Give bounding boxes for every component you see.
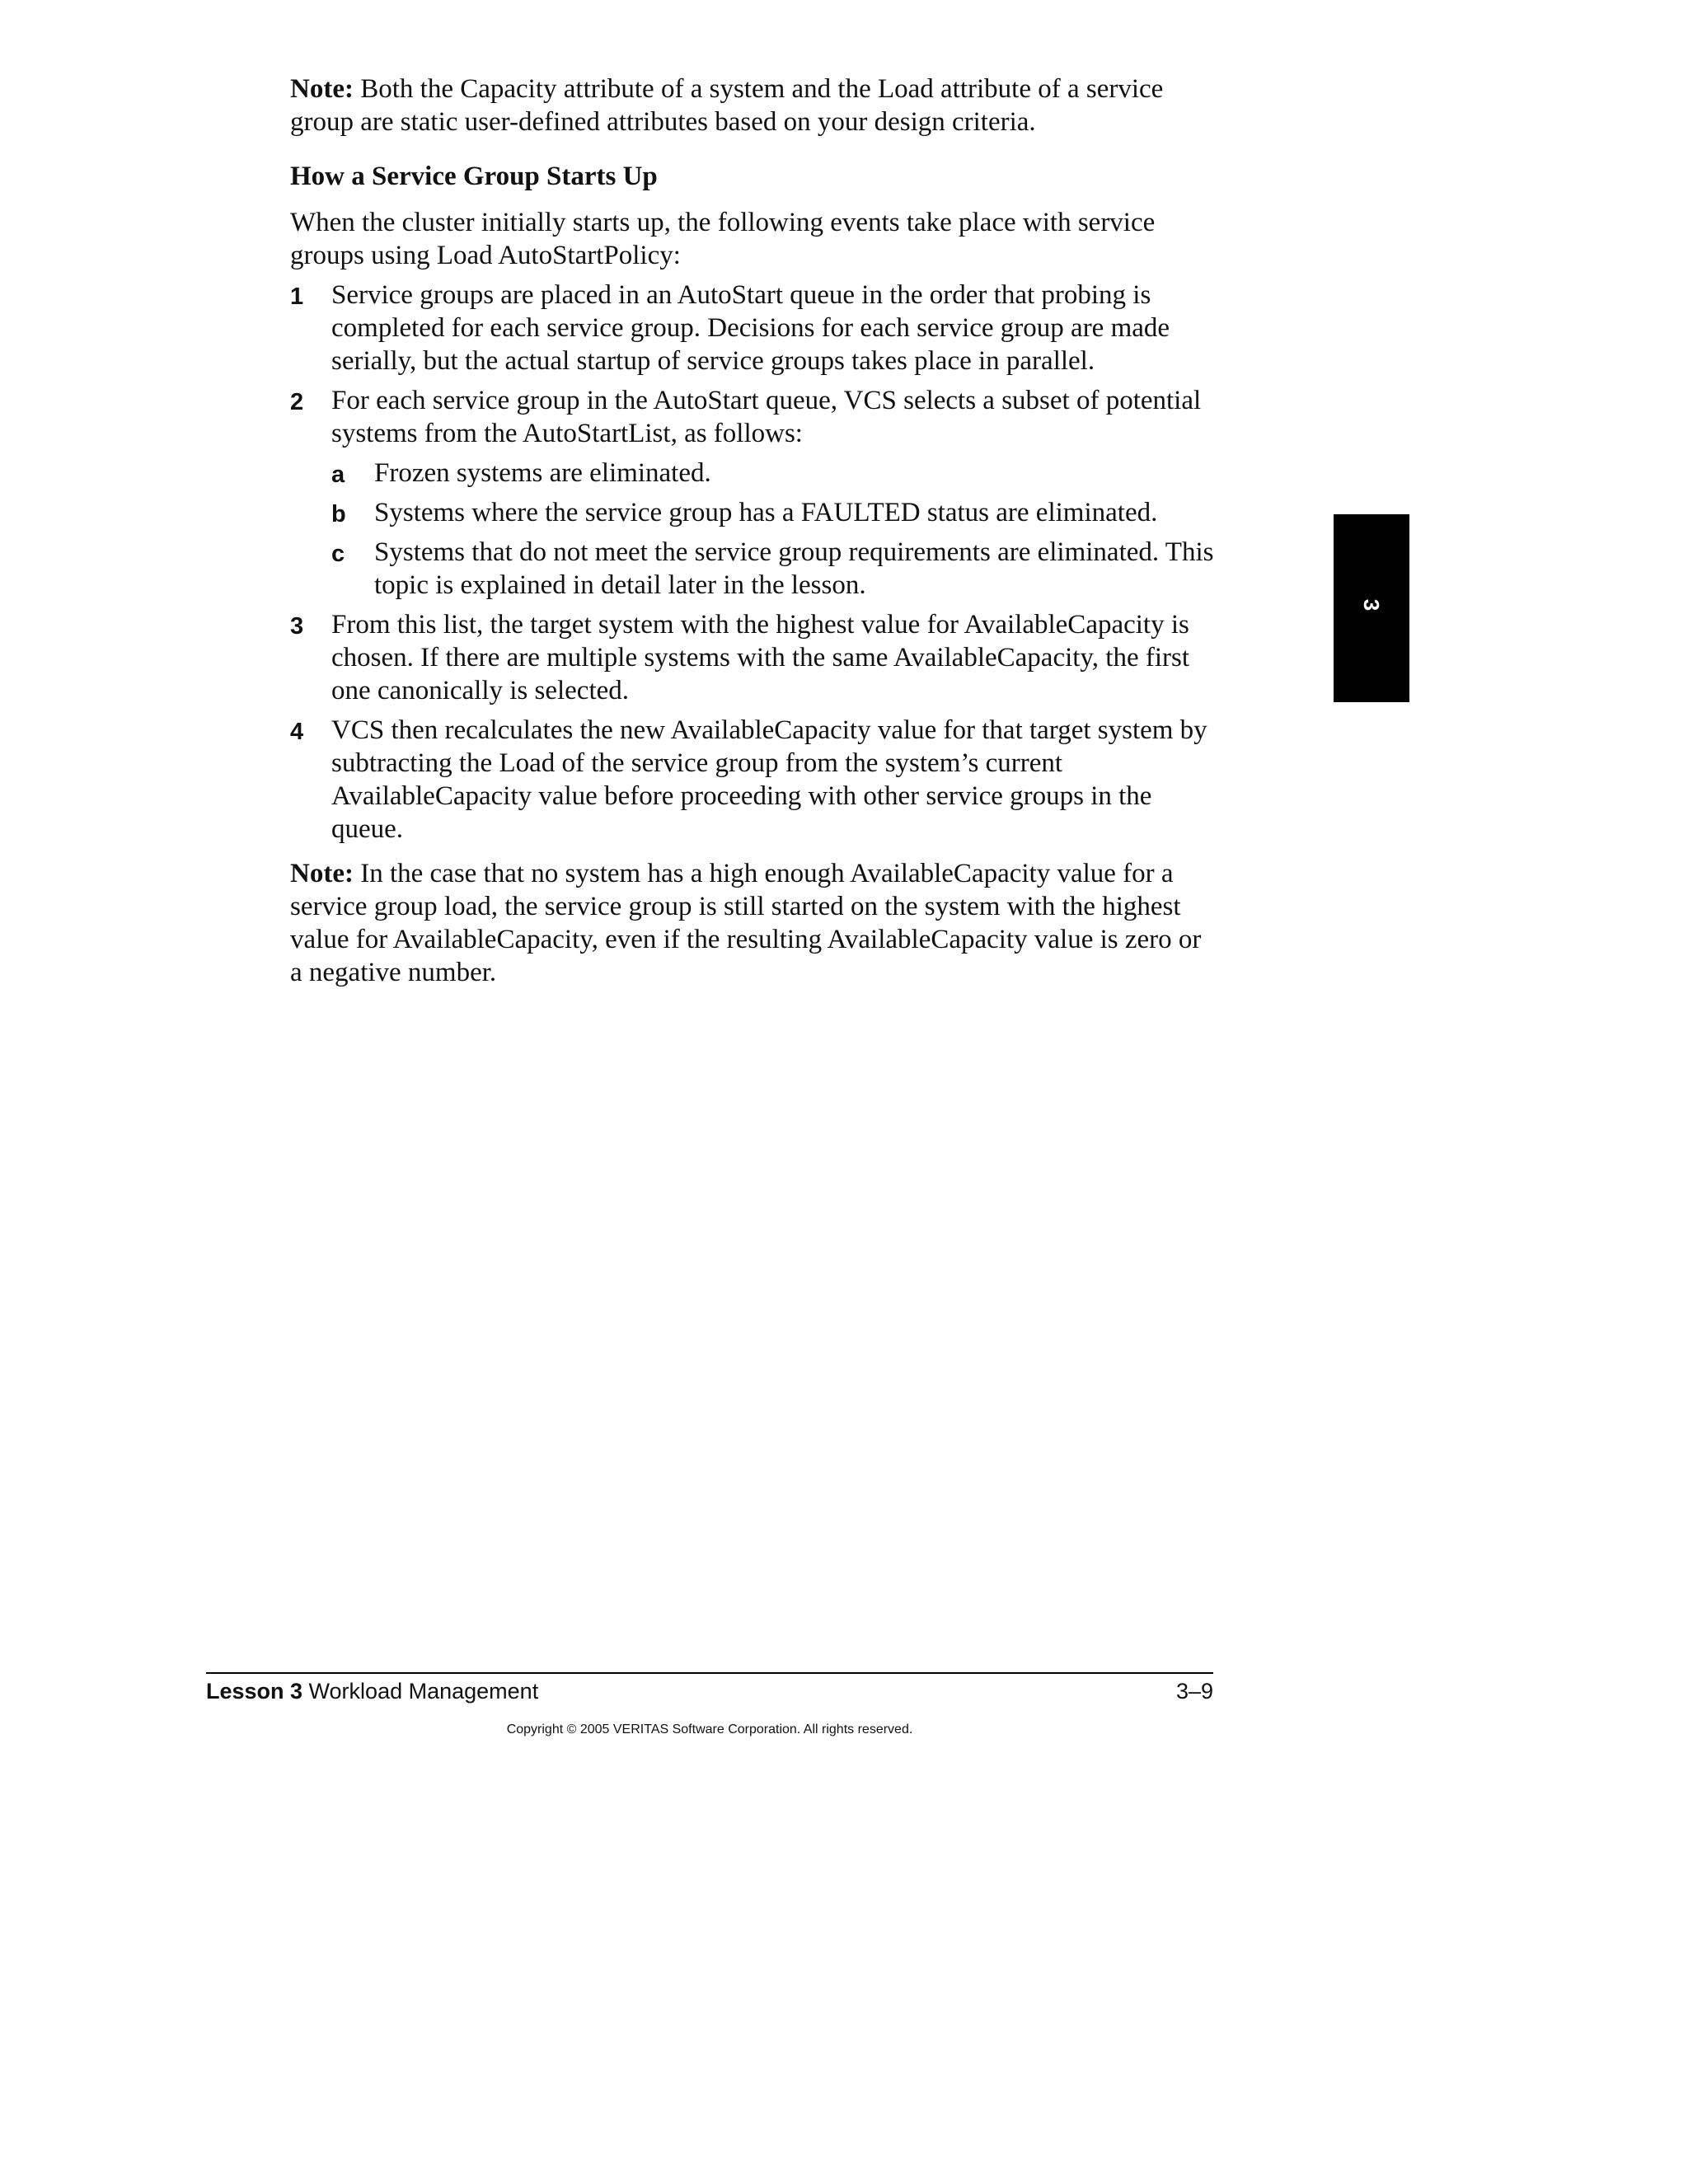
- step-number: 1: [290, 284, 304, 310]
- footer-lesson: [206, 1676, 538, 1706]
- note-top: [290, 73, 1220, 138]
- substep-text: Frozen systems are eliminated.: [374, 458, 711, 488]
- step-1: [290, 279, 1220, 377]
- section-intro: When the cluster initially starts up, the following events take place with service groups using Load AutoStartPolicy:: [290, 208, 1156, 270]
- substep-b: [331, 496, 1220, 529]
- step-text: From this list, the target system with the highest value for AvailableCapacity is chosen. If there are multiple systems with the same AvailableCapacity, the first one canonically is selected.: [331, 610, 1190, 705]
- copyright-notice: Copyright © 2005 VERITAS Software Corporation. All rights reserved.: [506, 1722, 913, 1736]
- page-content: [290, 73, 1220, 989]
- chapter-tab: [1334, 514, 1409, 702]
- step-2: [290, 384, 1220, 602]
- step-3: [290, 608, 1220, 707]
- note-top-text: Both the Capacity attribute of a system and the Load attribute of a service group are static user-defined attributes based on your design criteria.: [290, 74, 1164, 137]
- substep-text: Systems where the service group has a FAULTED status are eliminated.: [374, 498, 1158, 527]
- step-text: VCS then recalculates the new AvailableCapacity value for that target system by subtracting the Load of the service group from the system’s current AvailableCapacity value before proceeding with other service groups in the queue.: [331, 715, 1207, 844]
- section-heading: How a Service Group Starts Up: [290, 162, 658, 191]
- step-number: 2: [290, 389, 304, 415]
- substep-letter: a: [331, 462, 345, 488]
- footer-lesson-title: Workload Management: [302, 1679, 539, 1704]
- substep-c: [331, 536, 1220, 602]
- step-text: Service groups are placed in an AutoStart queue in the order that probing is completed for each service group. Decisions for each service group are made serially, but the actual startup of service groups takes place in parallel.: [331, 280, 1170, 376]
- substep-text: Systems that do not meet the service group requirements are eliminated. This topic is explained in detail later in the lesson.: [374, 537, 1214, 600]
- note-bottom-text: In the case that no system has a high enough AvailableCapacity value for a service group load, the service group is still started on the system with the highest value for AvailableCapacity, even if the resulting AvailableCapacity value is zero or a negative number.: [290, 859, 1202, 987]
- step-number: 3: [290, 613, 304, 640]
- substep-a: [331, 457, 1220, 490]
- footer-lesson-label: Lesson 3: [206, 1679, 303, 1704]
- substeps-list: [331, 457, 1220, 602]
- page-footer: [206, 1676, 1213, 1706]
- chapter-tab-label: 3: [1359, 598, 1384, 612]
- step-number: 4: [290, 719, 304, 745]
- substep-letter: c: [331, 541, 345, 567]
- substep-letter: b: [331, 501, 346, 527]
- step-text: For each service group in the AutoStart queue, VCS selects a subset of potential systems from the AutoStartList, as follows:: [331, 386, 1202, 448]
- footer-page-number: 3–9: [1175, 1679, 1213, 1704]
- steps-list: [290, 279, 1220, 846]
- footer-divider: [206, 1672, 1213, 1674]
- note-top-label: Note:: [290, 74, 354, 104]
- note-bottom-label: Note:: [290, 859, 354, 888]
- note-bottom: [290, 857, 1220, 989]
- step-4: [290, 714, 1220, 846]
